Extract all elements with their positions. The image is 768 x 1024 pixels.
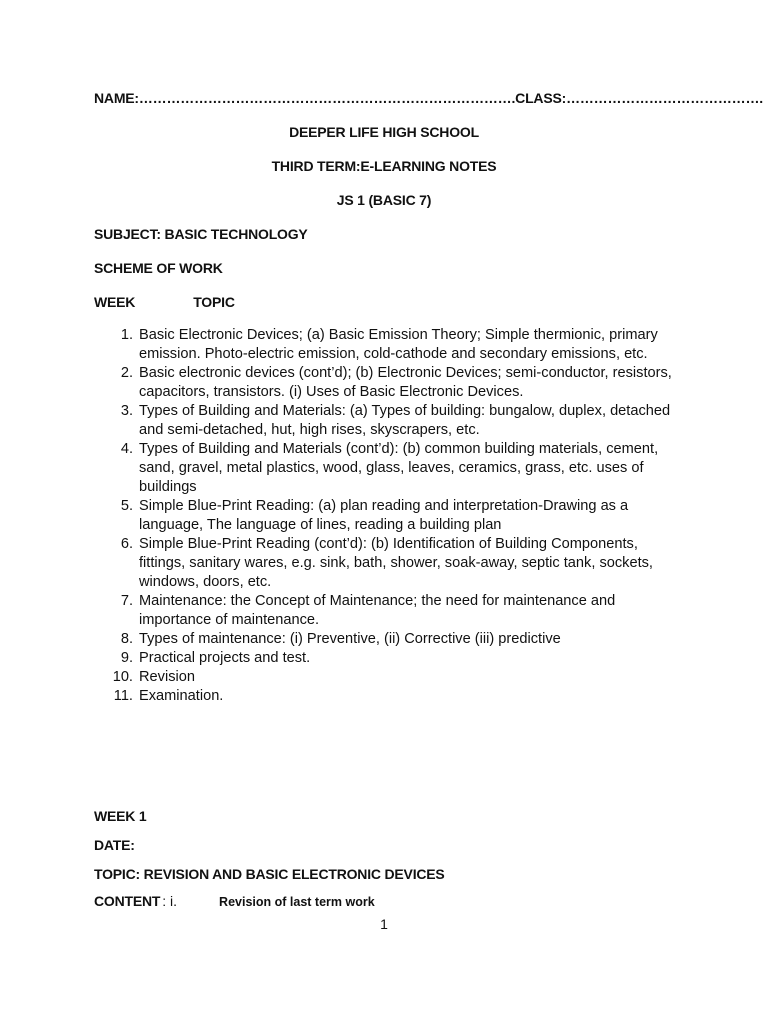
list-item: 2. Basic electronic devices (cont’d); (b) Electronic Devices; semi-conductor, resistors, capacitors, transistors. (i) Uses of Basic Electronic Devices.: [120, 365, 672, 400]
list-item: 5. Simple Blue-Print Reading: (a) plan reading and interpretation-Drawing as a language, The language of lines, reading a building plan: [120, 498, 629, 533]
list-item: 10. Revision: [112, 669, 195, 685]
week-topic-header: [94, 294, 235, 310]
topic-heading: TOPIC: REVISION AND BASIC ELECTRONIC DEVICES: [94, 866, 445, 882]
list-item: 3. Types of Building and Materials: (a) Types of building: bungalow, duplex, detached and semi-detached, hut, high rises, skyscrapers, etc.: [120, 403, 671, 438]
date-label: DATE:: [94, 837, 135, 853]
week-column-label: WEEK: [94, 294, 136, 310]
term-title: THIRD TERM:E-LEARNING NOTES: [271, 158, 497, 174]
topic-column-label: TOPIC: [193, 294, 235, 310]
list-item: 4. Types of Building and Materials (cont’d): (b) common building materials, cement, sand, gravel, metal plastics, wood, glass, leaves, ceramics, grass, etc. uses of buildings: [120, 441, 659, 495]
list-item: 1. Basic Electronic Devices; (a) Basic Emission Theory; Simple thermionic, primary emission. Photo-electric emission, cold-cathode and secondary emissions, etc.: [120, 327, 658, 362]
page-number: 1: [380, 916, 388, 932]
name-class-line: NAME:……………………………………………………………………….CLASS:…………………………………….: [94, 90, 763, 106]
list-item: 7. Maintenance: the Concept of Maintenance; the need for maintenance and importance of maintenance.: [120, 593, 616, 628]
content-index: : i.: [162, 893, 178, 909]
subject-heading: SUBJECT: BASIC TECHNOLOGY: [94, 226, 308, 242]
list-item: 6. Simple Blue-Print Reading (cont’d): (b) Identification of Building Components, fittings, sanitary wares, e.g. sink, bath, shower, soak-away, septic tank, sockets, windows, doors, etc.: [120, 536, 653, 590]
list-item: 11. Examination.: [113, 688, 224, 704]
list-item: 9. Practical projects and test.: [120, 650, 311, 666]
school-name: DEEPER LIFE HIGH SCHOOL: [289, 124, 479, 140]
scheme-of-work-heading: SCHEME OF WORK: [94, 260, 223, 276]
content-item: Revision of last term work: [219, 895, 375, 909]
class-level: JS 1 (BASIC 7): [336, 192, 432, 208]
week1-heading: WEEK 1: [94, 808, 147, 824]
content-label: CONTENT: [94, 893, 161, 909]
scheme-list: [94, 326, 684, 706]
list-item: 8. Types of maintenance: (i) Preventive, (ii) Corrective (iii) predictive: [120, 631, 561, 647]
content-line: [94, 893, 375, 909]
